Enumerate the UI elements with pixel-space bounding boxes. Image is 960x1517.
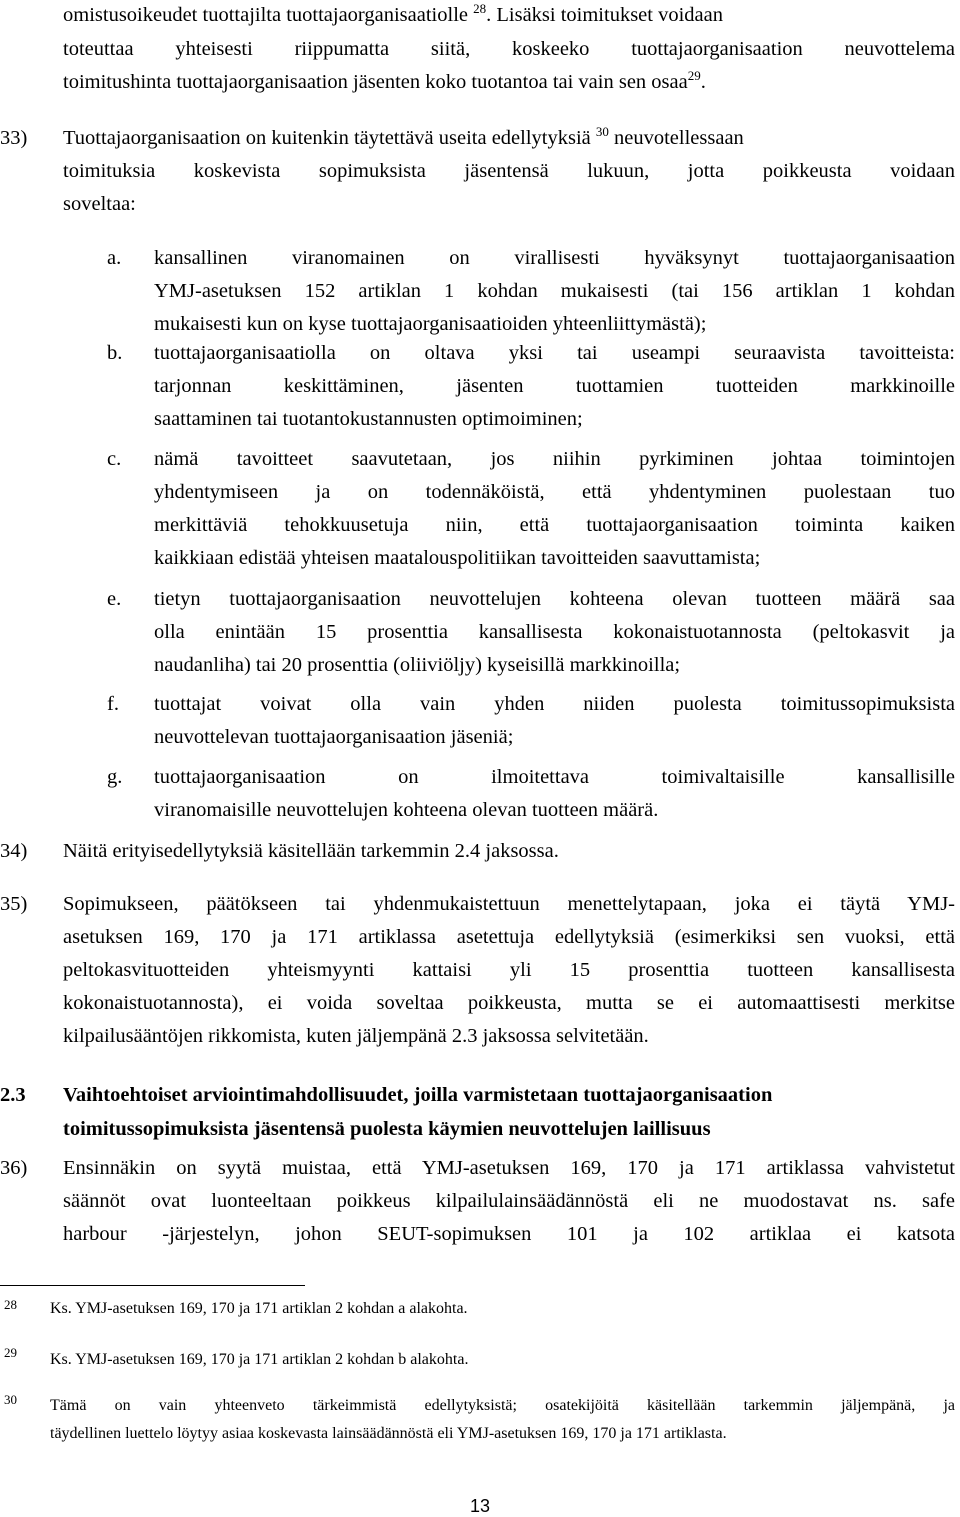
section-heading-line-1: Vaihtoehtoiset arviointimahdollisuudet, joilla varmistetaan tuottajaorganisaation bbox=[63, 1084, 773, 1106]
list-item-a-line-2: YMJ-asetuksen 152 artiklan 1 kohdan mukaisesti (tai 156 artiklan 1 kohdan bbox=[154, 280, 955, 302]
paragraph-number-35: 35) bbox=[0, 893, 28, 915]
list-item-letter: a. bbox=[107, 247, 122, 269]
paragraph-number-34: 34) bbox=[0, 840, 28, 862]
list-item-b-line-3: saattaminen tai tuotantokustannusten optimoiminen; bbox=[154, 408, 583, 430]
list-item-c-line-1: nämä tavoitteet saavutetaan, jos niihin pyrkiminen johtaa toimintojen bbox=[154, 448, 955, 470]
list-item-f-line-1: tuottajat voivat olla vain yhden niiden puolesta toimitussopimuksista bbox=[154, 693, 955, 715]
p36-line-2: säännöt ovat luonteeltaan poikkeus kilpailulainsäädännöstä eli ne muodostavat ns. safe bbox=[63, 1190, 955, 1212]
list-item-letter: c. bbox=[107, 448, 122, 470]
p35-line-2: asetuksen 169, 170 ja 171 artiklassa asetettuja edellytyksiä (esimerkiksi sen vuoksi, että bbox=[63, 926, 955, 948]
footnote-number-29: 29 bbox=[4, 1345, 17, 1360]
p36-line-3: harbour -järjestelyn, johon SEUT-sopimuksen 101 ja 102 artiklaa ei katsota bbox=[63, 1223, 955, 1245]
p35-line-1: Sopimukseen, päätökseen tai yhdenmukaistettuun menettelytapaan, joka ei täytä YMJ- bbox=[63, 893, 955, 915]
paragraph-number-33: 33) bbox=[0, 127, 28, 149]
list-item-e-line-3: naudanliha) tai 20 prosenttia (oliiviöljy) kyseisillä markkinoilla; bbox=[154, 654, 681, 676]
p33-line-2: toimituksia koskevista sopimuksista jäsentensä lukuun, jotta poikkeusta voidaan bbox=[63, 160, 955, 182]
footnote-ref-30[interactable]: 30 bbox=[595, 124, 609, 140]
list-item-c-line-3: merkittäviä tehokkuusetuja niin, että tuottajaorganisaation toiminta kaiken bbox=[154, 514, 955, 536]
list-item-a-line-1: kansallinen viranomainen on virallisesti hyväksynyt tuottajaorganisaation bbox=[154, 247, 955, 269]
list-item-g-line-2: viranomaisille neuvottelujen kohteena olevan tuotteen määrä. bbox=[154, 799, 659, 821]
list-item-b-line-1: tuottajaorganisaatiolla on oltava yksi tai useampi seuraavista tavoitteista: bbox=[154, 342, 955, 364]
footnote-ref-29[interactable]: 29 bbox=[687, 68, 701, 84]
intro-line-3: toimitushinta tuottajaorganisaation jäsenten koko tuotantoa tai vain sen osaa$^{29}$. bbox=[63, 68, 706, 93]
footnote-30-text-line-2: täydellinen luettelo löytyy asiaa koskevasta lainsäädännöstä eli YMJ-asetuksen 169, 170 ja 171 artiklasta. bbox=[50, 1425, 727, 1442]
list-item-letter: e. bbox=[107, 588, 122, 610]
section-heading-line-2: toimitussopimuksista jäsentensä puolesta käymien neuvottelujen laillisuus bbox=[63, 1118, 711, 1140]
intro-line-1: omistusoikeudet tuottajilta tuottajaorganisaatiolle $^{28}$. Lisäksi toimitukset voidaan bbox=[63, 1, 723, 26]
list-item-letter: b. bbox=[107, 342, 123, 364]
footnote-29-text: Ks. YMJ-asetuksen 169, 170 ja 171 artiklan 2 kohdan b alakohta. bbox=[50, 1351, 469, 1368]
footnote-30-text-line-1: Tämä on vain yhteenveto tärkeimmistä edellytyksistä; osatekijöitä käsitellään tarkemmin jäljempänä, ja bbox=[50, 1397, 955, 1414]
list-item-f-line-2: neuvottelevan tuottajaorganisaation jäseniä; bbox=[154, 726, 514, 748]
page-number: 13 bbox=[469, 1496, 491, 1516]
list-item-c-line-2: yhdentymiseen ja on todennäköistä, että yhdentyminen puolestaan tuo bbox=[154, 481, 955, 503]
paragraph-number-36: 36) bbox=[0, 1157, 28, 1179]
p35-line-4: kokonaistuotannosta), ei voida soveltaa poikkeusta, mutta se ei automaattisesti merkitse bbox=[63, 992, 955, 1014]
section-number: 2.3 bbox=[0, 1084, 26, 1106]
list-item-b-line-2: tarjonnan keskittäminen, jäsenten tuottamien tuotteiden markkinoille bbox=[154, 375, 955, 397]
list-item-c-line-4: kaikkiaan edistää yhteisen maatalouspolitiikan tavoitteiden saavuttamista; bbox=[154, 547, 761, 569]
intro-line-2: toteuttaa yhteisesti riippumatta siitä, koskeeko tuottajaorganisaation neuvottelema bbox=[63, 38, 955, 60]
p33-line-3: soveltaa: bbox=[63, 193, 136, 215]
p35-line-5: kilpailusääntöjen rikkomista, kuten jäljempänä 2.3 jaksossa selvitetään. bbox=[63, 1025, 649, 1047]
p33-line-1: Tuottajaorganisaation on kuitenkin täytettävä useita edellytyksiä $^{30}$ neuvotellessaan bbox=[63, 124, 744, 149]
list-item-letter: f. bbox=[107, 693, 119, 715]
footnote-number-28: 28 bbox=[4, 1297, 17, 1312]
list-item-g-line-1: tuottajaorganisaation on ilmoitettava toimivaltaisille kansallisille bbox=[154, 766, 955, 788]
p36-line-1: Ensinnäkin on syytä muistaa, että YMJ-asetuksen 169, 170 ja 171 artiklassa vahvistetut bbox=[63, 1157, 955, 1179]
footnote-28-text: Ks. YMJ-asetuksen 169, 170 ja 171 artiklan 2 kohdan a alakohta. bbox=[50, 1300, 468, 1317]
footnote-number-30: 30 bbox=[4, 1392, 17, 1407]
p34-line-1: Näitä erityisedellytyksiä käsitellään tarkemmin 2.4 jaksossa. bbox=[63, 840, 559, 862]
footnote-ref-28[interactable]: 28 bbox=[473, 1, 487, 17]
list-item-a-line-3: mukaisesti kun on kyse tuottajaorganisaatioiden yhteenliittymästä); bbox=[154, 313, 707, 335]
footnote-separator bbox=[0, 1285, 305, 1286]
list-item-letter: g. bbox=[107, 766, 123, 788]
p35-line-3: peltokasvituotteiden yhteismyynti kattaisi yli 15 prosenttia tuotteen kansallisesta bbox=[63, 959, 955, 981]
list-item-e-line-2: olla enintään 15 prosenttia kansallisesta kokonaistuotannosta (peltokasvit ja bbox=[154, 621, 955, 643]
list-item-e-line-1: tietyn tuottajaorganisaation neuvottelujen kohteena olevan tuotteen määrä saa bbox=[154, 588, 955, 610]
